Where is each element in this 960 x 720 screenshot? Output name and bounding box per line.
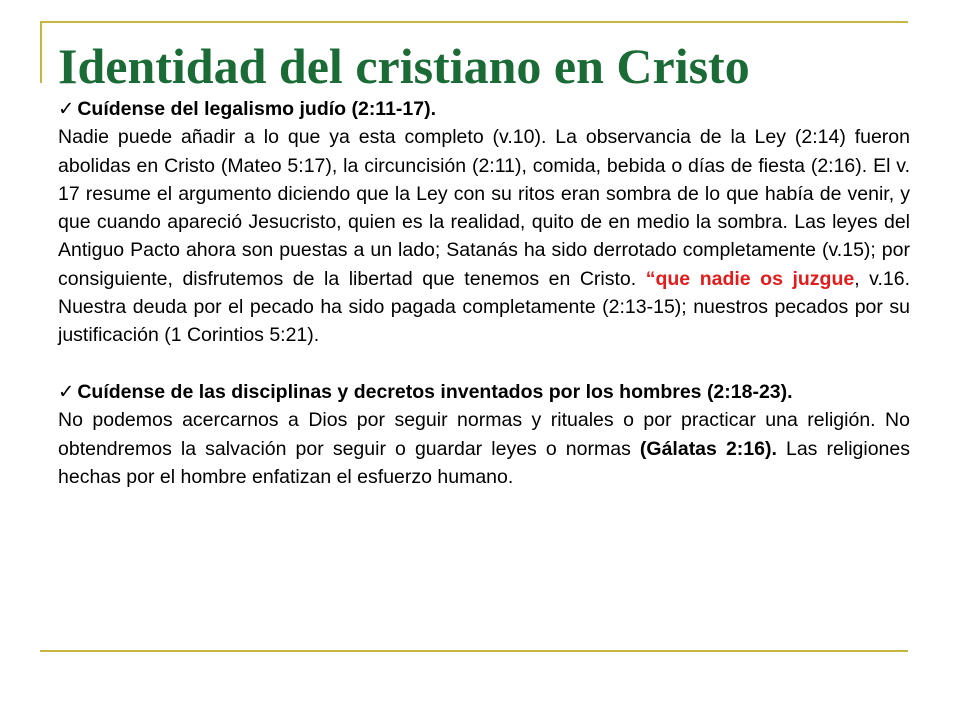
slide-title: Identidad del cristiano en Cristo (58, 38, 750, 94)
section2-heading (58, 378, 910, 406)
slide-content (58, 95, 910, 491)
section2-bold-ref: (Gálatas 2:16). (639, 437, 777, 460)
paragraph-gap (58, 350, 910, 378)
section2-text-before: No podemos acercarnos a Dios por seguir normas y rituales o por practicar una religión. No obtendremos la salvación por seguir o guardar leyes o normas (58, 409, 910, 460)
section1-heading (58, 95, 910, 123)
checkmark-icon: ✓ (58, 98, 75, 120)
checkmark-icon: ✓ (58, 380, 75, 403)
section2-heading-text: Cuídense de las disciplinas y decretos inventados por los hombres (2:18-23). (77, 380, 793, 403)
section2-body (58, 406, 910, 491)
section1-body (58, 123, 910, 349)
bottom-rule (40, 650, 908, 652)
section1-text-before: Nadie puede añadir a lo que ya esta completo (v.10). La observancia de la Ley (2:14) fueron abolidas en Cristo (Mateo 5:17), la circuncisión (2:11), comida, bebida o días de fiesta (2:16). El v. 17 resume el argumento diciendo que la Ley con su ritos eran sombra de lo que había de venir, y que cuando apareció Jesucristo, quien es la realidad, quito de en medio la sombra. Las leyes del Antiguo Pacto ahora son puestas a un lado; Satanás ha sido derrotado completamente (v.15); por consiguiente, disfrutemos de la libertad que tenemos en Cristo. (58, 126, 910, 290)
section1-highlight: “que nadie os juzgue (645, 267, 855, 290)
section1-text-after: , v.16. Nuestra deuda por el pecado ha sido pagada completamente (2:13-15); nuestros pecados por su justificación (1 Corintios 5:21). (58, 267, 910, 347)
section1-heading-text: Cuídense del legalismo judío (2:11-17). (77, 98, 437, 120)
top-rule (40, 21, 908, 23)
left-rule (40, 21, 42, 83)
section2-text-after: Las religiones hechas por el hombre enfatizan el esfuerzo humano. (58, 437, 910, 488)
